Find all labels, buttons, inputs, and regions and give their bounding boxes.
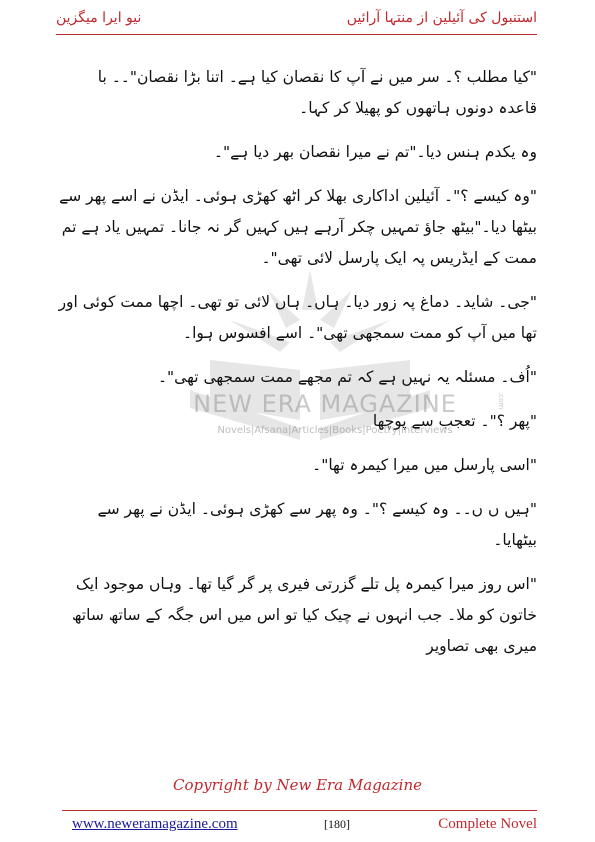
paragraph: "جی۔ شاید۔ دماغ پہ زور دیا۔ ہاں۔ ہاں لائی تو تھی۔ اچھا ممت کوئی اور تھا میں آپ کو ممت سمجھی تھی"۔ اسے افسوس ہوا۔ (58, 293, 537, 342)
paragraph: "اُف۔ مسئلہ یہ نہیں ہے کہ تم مجھے ممت سمجھی تھی"۔ (157, 368, 537, 386)
watermark-domain: .com (497, 392, 505, 410)
paragraph: "ہیں ں ں۔۔ وہ کیسے ؟"۔ وہ پھر سے کھڑی ہوئی۔ ایڈن نے پھر سے بیٹھایا۔ (97, 500, 537, 549)
website-link[interactable]: www.neweramagazine.com (72, 816, 238, 832)
paragraph: "اسی پارسل میں میرا کیمرہ تھا"۔ (312, 456, 537, 474)
watermark-title: NEW ERA MAGAZINE (193, 390, 457, 418)
paragraph: وہ یکدم ہنس دیا۔"تم نے میرا نقصان بھر دیا ہے"۔ (213, 143, 537, 161)
page-footer (62, 816, 537, 836)
paragraph: "پھر ؟"۔ تعجب سے پوچھا (372, 412, 537, 430)
paragraph: "کیا مطلب ؟۔ سر میں نے آپ کا نقصان کیا ہے۔ اتنا بڑا نقصان"۔۔ با قاعدہ دونوں ہاتھوں کو پھیلا کر کہا۔ (97, 68, 537, 117)
novel-title: استنبول کی آئیلین از منتہا آرائیں (346, 10, 537, 26)
header-divider (56, 34, 537, 35)
magazine-name: نیو ایرا میگزین (56, 10, 142, 26)
watermark-subtitle: Novels|Afsana|Articles|Books|Poetry|Interviews (217, 425, 453, 436)
copyright-notice: Copyright by New Era Magazine (173, 776, 422, 794)
page-number: [180] (324, 817, 350, 831)
footer-divider (62, 810, 537, 811)
novel-text (55, 62, 537, 675)
page-header (56, 10, 537, 30)
paragraph: "وہ کیسے ؟"۔ آئیلین اداکاری بھلا کر اٹھ کھڑی ہوئی۔ ایڈن نے اسے پھر سے بیٹھا دیا۔"بیٹھ جاؤ تمہیں چکر آرہے ہیں کہیں گر نہ جانا۔ تمہیں یاد ہے تم ممت کے ایڈریس پہ ایک پارسل لائی تھی"۔ (59, 187, 537, 267)
section-label: Complete Novel (438, 816, 537, 832)
paragraph: "اس روز میرا کیمرہ پل تلے گزرتی فیری پر گر گیا تھا۔ وہاں موجود ایک خاتون کو ملا۔ جب انہوں نے چیک کیا تو اس میں اس جگہ کے ساتھ ساتھ میری بھی تصاویر (71, 575, 537, 655)
